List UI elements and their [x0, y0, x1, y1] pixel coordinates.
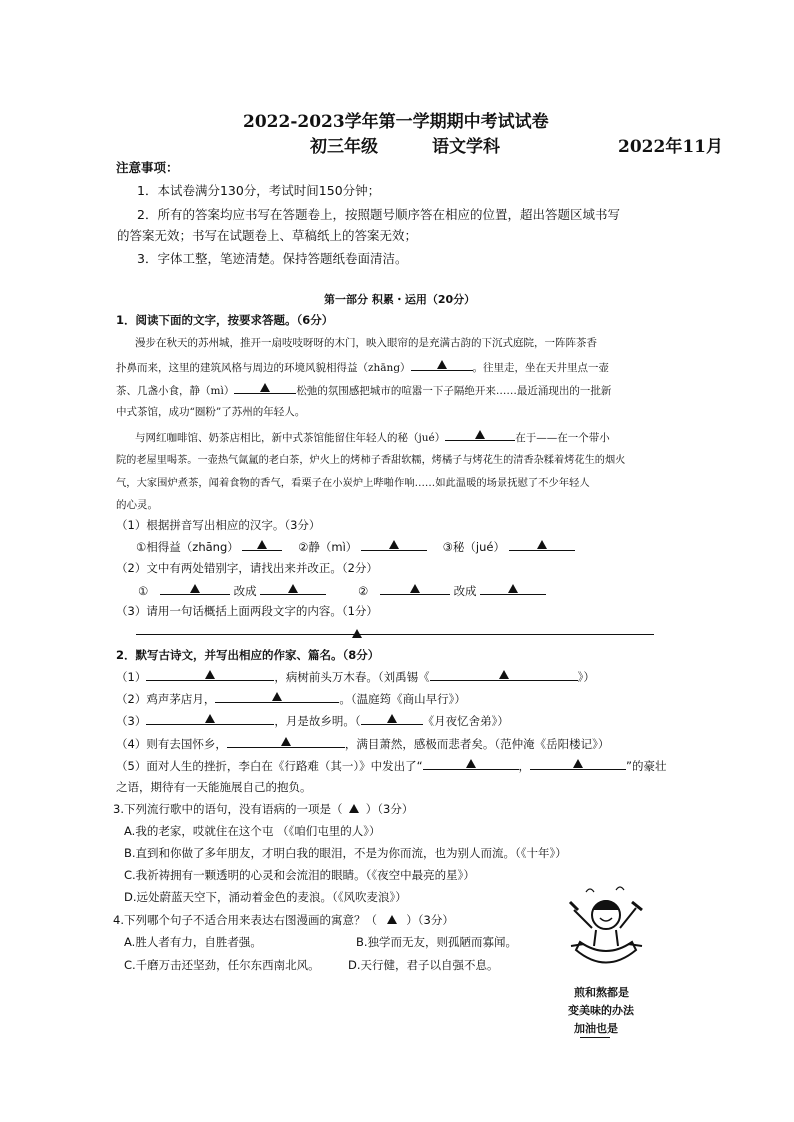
q1-passage-line: 的心灵。	[116, 499, 158, 511]
q3-option-c[interactable]: C.我祈祷拥有一颗透明的心灵和会流泪的眼睛。（《夜空中最亮的星》）	[124, 868, 475, 882]
q3-stem-text: ）（3分）	[365, 802, 414, 816]
answer-marker-icon	[508, 584, 518, 593]
q3-stem	[113, 801, 413, 817]
q1-passage-line: 漫步在秋天的苏州城，推开一扇吱吱呀呀的木门，映入眼帘的是充满古韵的下沉式庭院，一阵阵茶香	[135, 337, 597, 349]
answer-marker-icon	[205, 670, 215, 679]
answer-blank[interactable]	[480, 582, 546, 595]
q4-stem	[113, 912, 454, 928]
answer-blank[interactable]	[260, 582, 326, 595]
q2-text: ，满目萧然，感极而悲者矣。（范仲淹《岳阳楼记》）	[344, 737, 610, 751]
answer-marker-icon	[410, 584, 420, 593]
q1-passage-text: 在于——在一个带小	[515, 432, 610, 444]
q2-text: （1）	[116, 670, 147, 684]
exam-title: 2022-2023学年第一学期期中考试试卷	[243, 112, 549, 132]
answer-marker-icon	[387, 714, 397, 723]
q4-stem-text: ）（3分）	[406, 913, 454, 927]
q3-option-b[interactable]: B.直到和你做了多年朋友，才明白我的眼泪，不是为你而流，也为别人而流。（《十年》）	[124, 846, 567, 860]
answer-blank[interactable]	[380, 582, 450, 595]
q2-text: ，病树前头万木春。（刘禹锡《	[274, 670, 430, 684]
q2-line	[116, 735, 609, 752]
q1-passage-text: 与网红咖啡馆、奶茶店相比，新中式茶馆能留住年轻人的秘（jué）	[135, 432, 446, 444]
q1-sub2-b: ②	[357, 584, 369, 598]
q2-text: （5）面对人生的挫折，李白在《行路难（其一）》中发出了“	[116, 759, 423, 773]
answer-marker-icon	[352, 623, 362, 642]
q2-line	[116, 668, 595, 685]
q2-line	[116, 757, 667, 774]
q2-line: 之语，期待有一天能施展自己的抱负。	[116, 780, 312, 794]
answer-blank[interactable]	[227, 735, 345, 748]
answer-blank[interactable]	[160, 582, 230, 595]
change-label: 改成	[233, 584, 257, 598]
answer-marker-icon	[499, 670, 509, 679]
answer-blank[interactable]	[361, 712, 423, 725]
q1-sub1-b: ②静（mì）	[298, 540, 358, 554]
answer-blank-jue[interactable]	[445, 428, 515, 441]
answer-marker-icon	[205, 714, 215, 723]
note-item: 2．所有的答案均应书写在答题卷上，按照题号顺序答在相应的位置，超出答题区域书写	[137, 207, 620, 222]
answer-marker-icon[interactable]	[349, 804, 359, 813]
q2-text: ，	[518, 759, 531, 773]
note-item: 1．本试卷满分130分，考试时间150分钟；	[137, 183, 381, 198]
q4-option-d[interactable]: D.天行健，君子以自强不息。	[348, 958, 499, 972]
answer-marker-icon[interactable]	[387, 915, 397, 924]
answer-marker-icon	[190, 584, 200, 593]
answer-blank-mi[interactable]	[234, 381, 296, 394]
q1-sub2-a: ①	[138, 584, 149, 598]
q2-text: 《月夜忆舍弟》）	[422, 714, 509, 728]
subject-label: 语文学科	[432, 137, 500, 157]
q1-sub3: （3）请用一句话概括上面两段文字的内容。（1分）	[116, 604, 378, 618]
q1-sub1-c: ③秘（jué）	[442, 540, 505, 554]
q4-option-b[interactable]: B.独学而无友，则孤陋而寡闻。	[356, 935, 518, 949]
answer-marker-icon	[389, 540, 399, 549]
exam-date: 2022年11月	[618, 137, 723, 157]
answer-blank-zhang[interactable]	[411, 358, 473, 371]
q2-text: ”的豪壮	[626, 759, 667, 773]
answer-blank[interactable]	[430, 668, 578, 681]
q1-passage-line	[135, 428, 610, 445]
q1-passage-line: 中式茶馆，成功“圈粉”了苏州的年轻人。	[116, 406, 306, 418]
q1-passage-line	[116, 358, 609, 375]
q1-passage-line	[116, 381, 611, 398]
q4-option-c[interactable]: C.千磨万击还坚劲，任尔东西南北风。	[124, 958, 320, 972]
answer-blank[interactable]	[509, 538, 575, 551]
q1-sub1-answers	[136, 538, 575, 555]
answer-marker-icon	[260, 383, 270, 392]
cartoon-underline	[580, 1037, 610, 1038]
answer-blank[interactable]	[361, 538, 427, 551]
q2-text: ，月是故乡明。（	[274, 714, 361, 728]
answer-blank[interactable]	[530, 757, 626, 770]
grade-label: 初三年级	[310, 137, 378, 157]
answer-blank[interactable]	[242, 538, 282, 551]
answer-blank[interactable]	[423, 757, 519, 770]
answer-marker-icon	[257, 540, 267, 549]
answer-marker-icon	[537, 540, 547, 549]
q1-sub2: （2）文中有两处错别字，请找出来并改正。（2分）	[116, 561, 378, 575]
answer-blank[interactable]	[146, 668, 274, 681]
q2-line	[116, 690, 466, 707]
answer-marker-icon	[573, 759, 583, 768]
answer-marker-icon	[475, 430, 485, 439]
answer-marker-icon	[281, 737, 291, 746]
cartoon-caption-line: 加油也是	[574, 1022, 618, 1035]
q3-stem-text: 3.下列流行歌中的语句，没有语病的一项是（	[113, 802, 343, 816]
q3-option-a[interactable]: A.我的老家，哎就住在这个屯 （《咱们屯里的人》）	[124, 824, 381, 838]
cartoon-chef-icon	[556, 880, 656, 980]
q2-text: 》）	[577, 670, 595, 684]
q4-option-a[interactable]: A.胜人者有力，自胜者强。	[124, 935, 262, 949]
q2-text: （4）则有去国怀乡，	[116, 737, 227, 751]
note-item: 的答案无效；书写在试题卷上、草稿纸上的答案无效；	[117, 228, 418, 243]
answer-marker-icon	[272, 692, 282, 701]
answer-marker-icon	[288, 584, 298, 593]
q2-stem: 2．默写古诗文，并写出相应的作家、篇名。（8分）	[116, 648, 380, 662]
q2-line	[116, 712, 509, 729]
q1-passage-text: 茶、几盏小食，静（mì）	[116, 385, 235, 397]
q1-sub1: （1）根据拼音写出相应的汉字。（3分）	[116, 518, 321, 532]
q4-stem-text: 4.下列哪个句子不适合用来表达右图漫画的寓意？（	[113, 913, 377, 927]
q3-option-d[interactable]: D.远处蔚蓝天空下，涌动着金色的麦浪。（《风吹麦浪》）	[124, 890, 407, 904]
cartoon-caption-line: 煎和熬都是	[574, 986, 629, 999]
q1-sub1-a: ①相得益（zhāng）	[136, 540, 239, 554]
q1-passage-text: 扑鼻而来，这里的建筑风格与周边的环境风貌相得益（zhāng）	[116, 362, 411, 374]
answer-line-summary[interactable]	[136, 634, 654, 635]
note-item: 3．字体工整，笔迹清楚。保持答题纸卷面清洁。	[137, 251, 408, 266]
answer-blank[interactable]	[215, 690, 339, 703]
answer-marker-icon	[437, 360, 447, 369]
q1-stem: 1．阅读下面的文字，按要求答题。（6分）	[116, 313, 334, 327]
q2-text: 。（温庭筠《商山早行》）	[339, 692, 466, 706]
answer-blank[interactable]	[146, 712, 274, 725]
q1-passage-line: 气，大家围炉煮茶，闻着食物的香气，看栗子在小炭炉上哔啪作响……如此温暖的场景抚慰了不少年轻人	[116, 477, 590, 489]
cartoon-illustration	[556, 880, 656, 1040]
q1-sub2-answers	[138, 582, 546, 599]
part1-heading: 第一部分 积累・运用（20分）	[324, 293, 476, 306]
q1-passage-text: 松弛的氛围感把城市的喧嚣一下子隔绝开来……最近涌现出的一批新	[296, 385, 612, 397]
q2-text: （3）	[116, 714, 147, 728]
change-label: 改成	[453, 584, 477, 598]
cartoon-caption-line: 变美味的办法	[568, 1004, 634, 1017]
q1-passage-text: 。往里走，坐在天井里点一壶	[472, 362, 610, 374]
answer-marker-icon	[466, 759, 476, 768]
q2-text: （2）鸡声茅店月，	[116, 692, 216, 706]
notes-heading: 注意事项：	[116, 160, 179, 175]
q1-passage-line: 院的老屋里喝茶。一壶热气氤氲的老白茶，炉火上的烤柿子香甜软糯，烤橘子与烤花生的清香杂糅着烤花生的烟火	[116, 455, 626, 466]
